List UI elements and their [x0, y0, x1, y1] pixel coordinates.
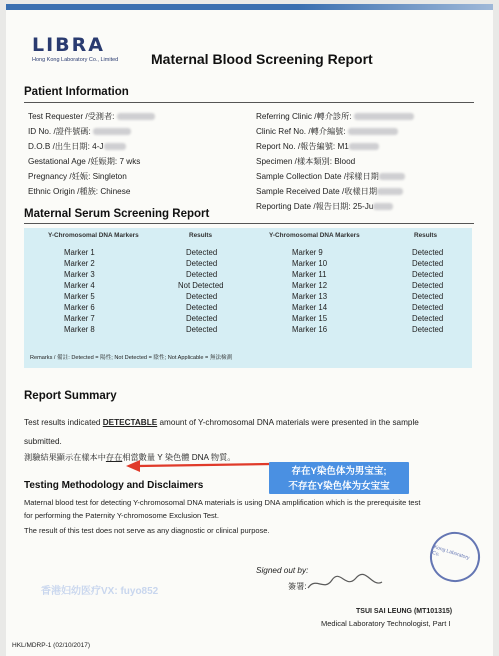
- methodology-line-3: The result of this test does not serve as any diagnostic or clinical purpose.: [24, 526, 270, 535]
- marker-name: Marker 4: [64, 281, 95, 290]
- test-requester: Test Requester /受測者:: [28, 111, 155, 122]
- marker-name: Marker 12: [292, 281, 328, 290]
- marker-result: Detected: [186, 292, 218, 301]
- summary-line-cn: 測驗結果顯示在樣本中存在相當數量 Y 染色體 DNA 物質。: [24, 453, 236, 462]
- marker-name: Marker 1: [64, 248, 95, 257]
- signed-out-label: Signed out by:: [256, 566, 309, 575]
- marker-result: Detected: [412, 248, 444, 257]
- red-arrow-icon: [124, 456, 274, 476]
- ethnic-origin: Ethnic Origin /種族: Chinese: [28, 187, 131, 196]
- methodology-heading: Testing Methodology and Disclaimers: [24, 480, 204, 491]
- callout-line-2: 不存在Y染色体为女宝宝: [288, 481, 390, 492]
- marker-result: Detected: [412, 314, 444, 323]
- marker-result: Detected: [186, 259, 218, 268]
- specimen: Specimen /樣本類別: Blood: [256, 157, 356, 166]
- col-results-right: Results: [414, 232, 438, 239]
- marker-result: Detected: [186, 325, 218, 334]
- col-results-left: Results: [189, 232, 213, 239]
- marker-result: Detected: [412, 259, 444, 268]
- report-summary-heading: Report Summary: [24, 390, 117, 402]
- marker-name: Marker 10: [292, 259, 328, 268]
- col-markers-left: Y-Chromosomal DNA Markers: [48, 232, 139, 239]
- marker-name: Marker 14: [292, 303, 328, 312]
- marker-result: Detected: [186, 314, 218, 323]
- patient-info-heading: Patient Information: [24, 86, 129, 98]
- clinic-ref: Clinic Ref No. /轉介編號:: [256, 126, 398, 137]
- sample-collection-date: Sample Collection Date /採樣日期: [256, 171, 405, 182]
- referring-clinic: Referring Clinic /轉介診所:: [256, 111, 414, 122]
- report-no: Report No. /報告編號: M1: [256, 141, 379, 152]
- sign-cn-label: 簽署:: [288, 582, 307, 591]
- watermark-text: 香港妇幼医疗VX: fuyo852: [41, 586, 159, 597]
- col-markers-right: Y-Chromosomal DNA Markers: [269, 232, 360, 239]
- logo-word: LIBRA: [32, 34, 105, 56]
- marker-name: Marker 11: [292, 270, 327, 279]
- remarks-legend: Remarks / 備註: Detected = 陽性; Not Detected = 陰性; Not Applicable = 無法檢測: [30, 355, 233, 361]
- report-title: Maternal Blood Screening Report: [151, 51, 373, 67]
- marker-name: Marker 16: [292, 325, 328, 334]
- marker-name: Marker 6: [64, 303, 95, 312]
- report-page: [6, 4, 493, 656]
- header-band: [6, 4, 493, 10]
- divider: [24, 223, 474, 224]
- gestational-age: Gestational Age /妊娠期: 7 wks: [28, 157, 141, 166]
- marker-result: Detected: [412, 303, 444, 312]
- signatory-name: TSUI SAI LEUNG (MT101315): [356, 608, 453, 615]
- footer-code: HKL/MDRP-1 (02/10/2017): [12, 642, 91, 649]
- serum-report-heading: Maternal Serum Screening Report: [24, 208, 210, 220]
- pregnancy: Pregnancy /妊娠: Singleton: [28, 172, 127, 181]
- callout-note: [269, 462, 409, 494]
- callout-line-1: 存在Y染色体为男宝宝;: [291, 466, 387, 477]
- marker-name: Marker 9: [292, 248, 323, 257]
- marker-name: Marker 8: [64, 325, 95, 334]
- id-no: ID No. /證件號碼:: [28, 126, 131, 137]
- signatory-role: Medical Laboratory Technologist, Part I: [321, 619, 451, 628]
- methodology-line-2: for performing the Paternity Y-chromosome Exclusion Test.: [24, 511, 219, 520]
- marker-name: Marker 7: [64, 314, 95, 323]
- reporting-date: Reporting Date /報告日期: 25-Ju: [256, 201, 393, 212]
- marker-result: Detected: [412, 270, 444, 279]
- divider: [24, 102, 474, 103]
- marker-name: Marker 13: [292, 292, 328, 301]
- summary-line-1: Test results indicated DETECTABLE amount of Y-chromosomal DNA materials were presented in the sample: [24, 418, 419, 427]
- marker-name: Marker 2: [64, 259, 95, 268]
- signature-scribble: [306, 572, 386, 594]
- exists-keyword: 存在: [105, 453, 123, 462]
- marker-result: Detected: [186, 303, 218, 312]
- sample-received-date: Sample Received Date /收樣日期: [256, 186, 403, 197]
- marker-result: Detected: [186, 270, 218, 279]
- company-seal: Kong Laboratory Co.: [423, 525, 486, 588]
- summary-line-2: submitted.: [24, 437, 62, 446]
- methodology-line-1: Maternal blood test for detecting Y-chromosomal DNA materials is using DNA amplification which is the prerequisite test: [24, 498, 421, 507]
- marker-result: Not Detected: [178, 281, 224, 290]
- marker-result: Detected: [186, 248, 218, 257]
- marker-name: Marker 5: [64, 292, 95, 301]
- detectable-keyword: DETECTABLE: [102, 418, 158, 427]
- marker-name: Marker 3: [64, 270, 95, 279]
- marker-results-table: [24, 228, 472, 368]
- marker-result: Detected: [412, 281, 444, 290]
- logo-subtitle: Hong Kong Laboratory Co., Limited: [32, 57, 119, 63]
- marker-name: Marker 15: [292, 314, 328, 323]
- company-logo: [32, 34, 118, 63]
- marker-result: Detected: [412, 325, 444, 334]
- dob: D.O.B /出生日期: 4-J: [28, 141, 126, 152]
- marker-result: Detected: [412, 292, 444, 301]
